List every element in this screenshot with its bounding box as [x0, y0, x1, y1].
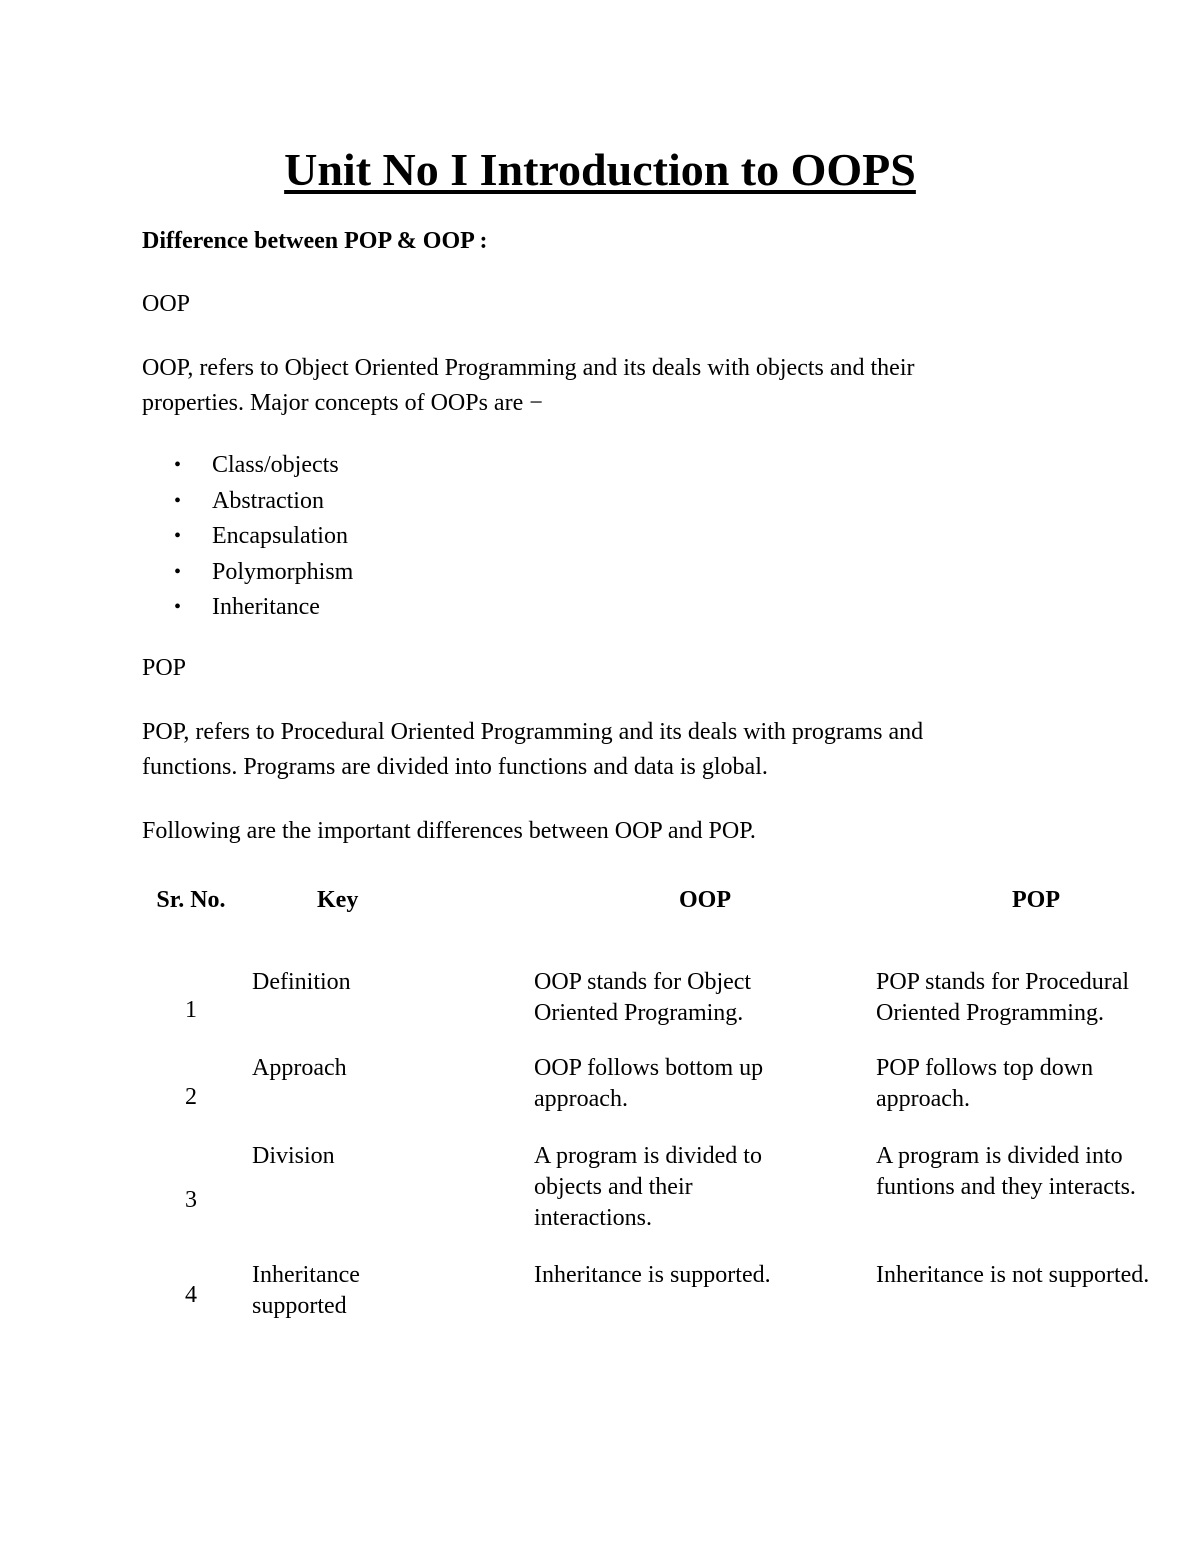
bullet-icon: •: [174, 489, 182, 512]
list-item: • Inheritance: [142, 590, 353, 626]
oop-description-line-2: properties. Major concepts of OOPs are −: [142, 390, 543, 416]
table-row: [130, 935, 1196, 1053]
pop-description-line-2: functions. Programs are divided into functions and data is global.: [142, 754, 768, 780]
pop-description-line-1: POP, refers to Procedural Oriented Programming and its deals with programs and: [142, 719, 924, 745]
header-pop: POP: [1012, 887, 1060, 913]
row-oop: OOP follows bottom up approach.: [534, 1055, 764, 1112]
row-number: 3: [185, 1187, 197, 1213]
row-oop: Inheritance is supported.: [534, 1262, 771, 1288]
row-pop: Inheritance is not supported.: [876, 1262, 1150, 1288]
differences-table: [130, 885, 1196, 1330]
section-heading: Difference between POP & OOP :: [142, 228, 488, 254]
oop-concepts-list: [142, 448, 353, 626]
row-pop: POP follows top down approach.: [876, 1055, 1094, 1112]
table-row: [130, 1141, 1196, 1260]
oop-label: OOP: [142, 291, 191, 317]
row-pop: POP stands for Procedural Oriented Programming.: [876, 969, 1130, 1026]
row-number: 1: [185, 996, 197, 1023]
table-row: [130, 1260, 1196, 1330]
row-key: Approach: [252, 1055, 347, 1081]
table-row: [130, 1053, 1196, 1141]
list-item: • Polymorphism: [142, 555, 353, 591]
row-number: 4: [185, 1281, 197, 1308]
row-key: Definition: [252, 969, 351, 995]
bullet-icon: •: [174, 525, 182, 548]
page-title: Unit No I Introduction to OOPS: [284, 144, 916, 195]
pop-label: POP: [142, 655, 187, 681]
list-item: • Abstraction: [142, 484, 353, 520]
row-pop: A program is divided into funtions and they interacts.: [876, 1143, 1136, 1200]
row-number: 2: [185, 1083, 197, 1110]
list-item: • Encapsulation: [142, 519, 353, 555]
header-oop: OOP: [679, 887, 731, 913]
row-key: Inheritance supported: [252, 1262, 360, 1319]
bullet-icon: •: [174, 560, 182, 583]
intro-sentence: Following are the important differences between OOP and POP.: [142, 818, 756, 844]
list-item: • Class/objects: [142, 448, 353, 484]
header-key: Key: [317, 887, 359, 913]
row-key: Division: [252, 1143, 335, 1169]
row-oop: A program is divided to objects and their interactions.: [534, 1143, 762, 1231]
bullet-icon: •: [174, 596, 182, 619]
bullet-icon: •: [174, 454, 182, 476]
header-sr-no: Sr. No.: [156, 887, 226, 913]
row-oop: OOP stands for Object Oriented Programing.: [534, 969, 752, 1026]
table-header-row: [130, 885, 1196, 935]
oop-description-line-1: OOP, refers to Object Oriented Programming and its deals with objects and their: [142, 355, 915, 381]
